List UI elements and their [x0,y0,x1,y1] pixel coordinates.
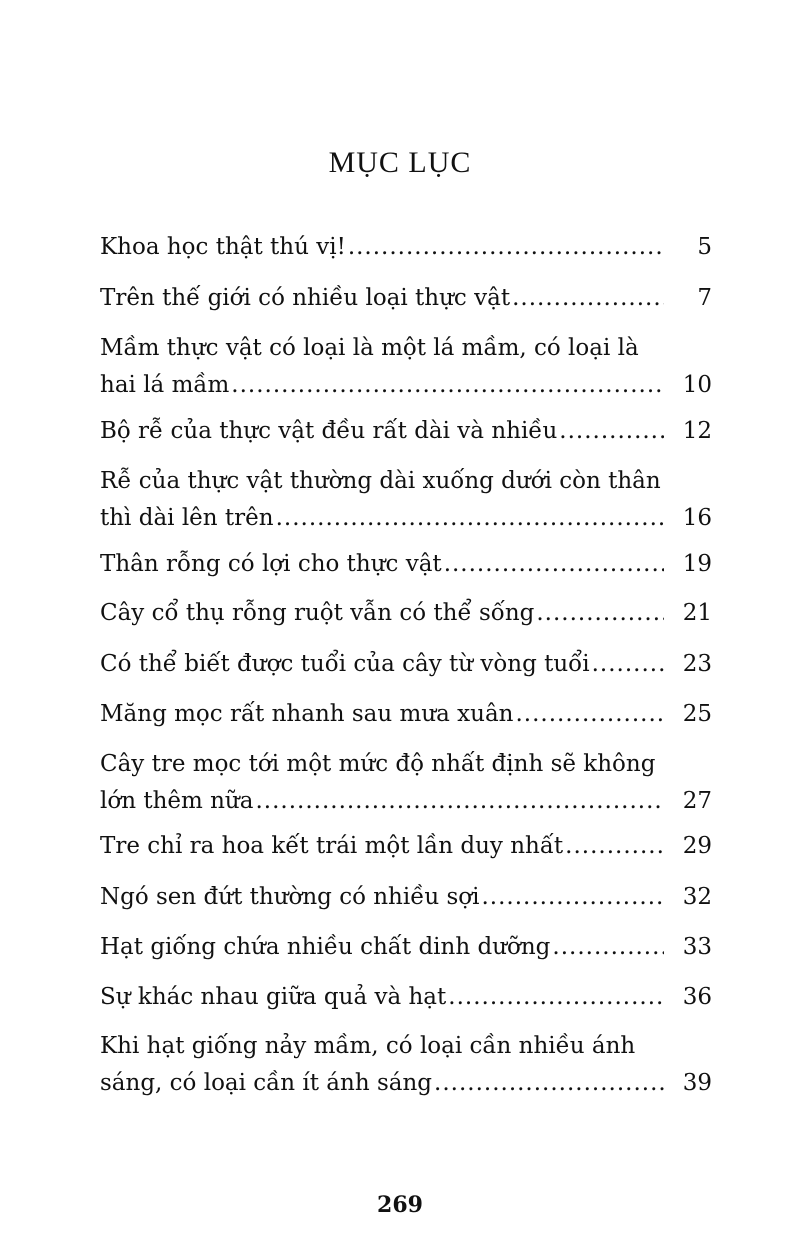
dot-leader [565,828,664,865]
dot-leader [515,696,664,733]
toc-page-number: 29 [682,833,712,859]
toc-page-number: 25 [682,701,712,727]
toc-entry-title: lớn thêm nữa [100,788,254,814]
toc-page-number: 10 [682,372,712,398]
dot-leader [559,413,664,450]
toc-page-number: 12 [682,418,712,444]
toc-entry[interactable] [100,280,712,317]
toc-entry-title-line: Cây tre mọc tới một mức độ nhất định sẽ không [100,751,656,777]
toc-page-number: 33 [682,934,712,960]
dot-leader [348,229,664,266]
toc-page-number: 23 [682,651,712,677]
toc-entry[interactable] [100,546,712,583]
toc-entry-title-line: Khi hạt giống nảy mầm, có loại cần nhiều ánh [100,1033,636,1059]
toc-entry-title: Trên thế giới có nhiều loại thực vật [100,285,511,311]
toc-entry[interactable] [100,413,712,450]
toc-entry[interactable] [100,746,712,820]
toc-entry-title: Hạt giống chứa nhiều chất dinh dưỡng [100,934,551,960]
toc-entry-title: Tre chỉ ra hoa kết trái một lần duy nhất [100,833,564,859]
toc-entry-title: Thân rỗng có lợi cho thực vật [100,551,442,577]
dot-leader [552,929,664,966]
dot-leader [231,367,664,404]
toc-page-number: 32 [682,884,712,910]
dot-leader [592,646,664,683]
toc-entry-title: Khoa học thật thú vị! [100,234,346,260]
toc-entry[interactable] [100,1028,712,1102]
toc-entry[interactable] [100,828,712,865]
toc-entry[interactable] [100,929,712,966]
toc-entry[interactable] [100,229,712,266]
toc-entry-title: Có thể biết được tuổi của cây từ vòng tuổi [100,651,590,677]
dot-leader [536,595,664,632]
toc-entry-title: Cây cổ thụ rỗng ruột vẫn có thể sống [100,600,535,626]
page-number: 269 [377,1192,423,1218]
toc-entry-title: hai lá mầm [100,372,230,398]
toc-entry[interactable] [100,696,712,733]
dot-leader [512,280,664,317]
toc-page-number: 27 [682,788,712,814]
toc-entry[interactable] [100,595,712,632]
toc-entry[interactable] [100,463,712,537]
toc-page-number: 5 [697,234,712,260]
toc-page-number: 16 [682,505,712,531]
toc-entry-title: Ngó sen đứt thường có nhiều sợi [100,884,480,910]
dot-leader [444,546,664,583]
dot-leader [448,979,664,1016]
toc-entry-title-line: Mầm thực vật có loại là một lá mầm, có loại là [100,335,639,361]
toc-page-number: 19 [682,551,712,577]
toc-entry-title: sáng, có loại cần ít ánh sáng [100,1070,433,1096]
toc-heading: MỤC LỤC [328,146,472,179]
toc-page-number: 36 [682,984,712,1010]
toc-entry[interactable] [100,330,712,404]
toc-entry[interactable] [100,979,712,1016]
toc-entry-title: Măng mọc rất nhanh sau mưa xuân [100,701,514,727]
dot-leader [434,1065,664,1102]
toc-entry-title-line: Rễ của thực vật thường dài xuống dưới còn thân [100,468,661,494]
dot-leader [255,783,664,820]
toc-entry-title: thì dài lên trên [100,505,274,531]
dot-leader [482,879,665,916]
toc-page-number: 7 [697,285,712,311]
toc-entry[interactable] [100,879,712,916]
toc-entry[interactable] [100,646,712,683]
dot-leader [276,500,664,537]
toc-entry-title: Sự khác nhau giữa quả và hạt [100,984,447,1010]
toc-entry-title: Bộ rễ của thực vật đều rất dài và nhiều [100,418,558,444]
toc-page-number: 39 [682,1070,712,1096]
toc-page-number: 21 [682,600,712,626]
